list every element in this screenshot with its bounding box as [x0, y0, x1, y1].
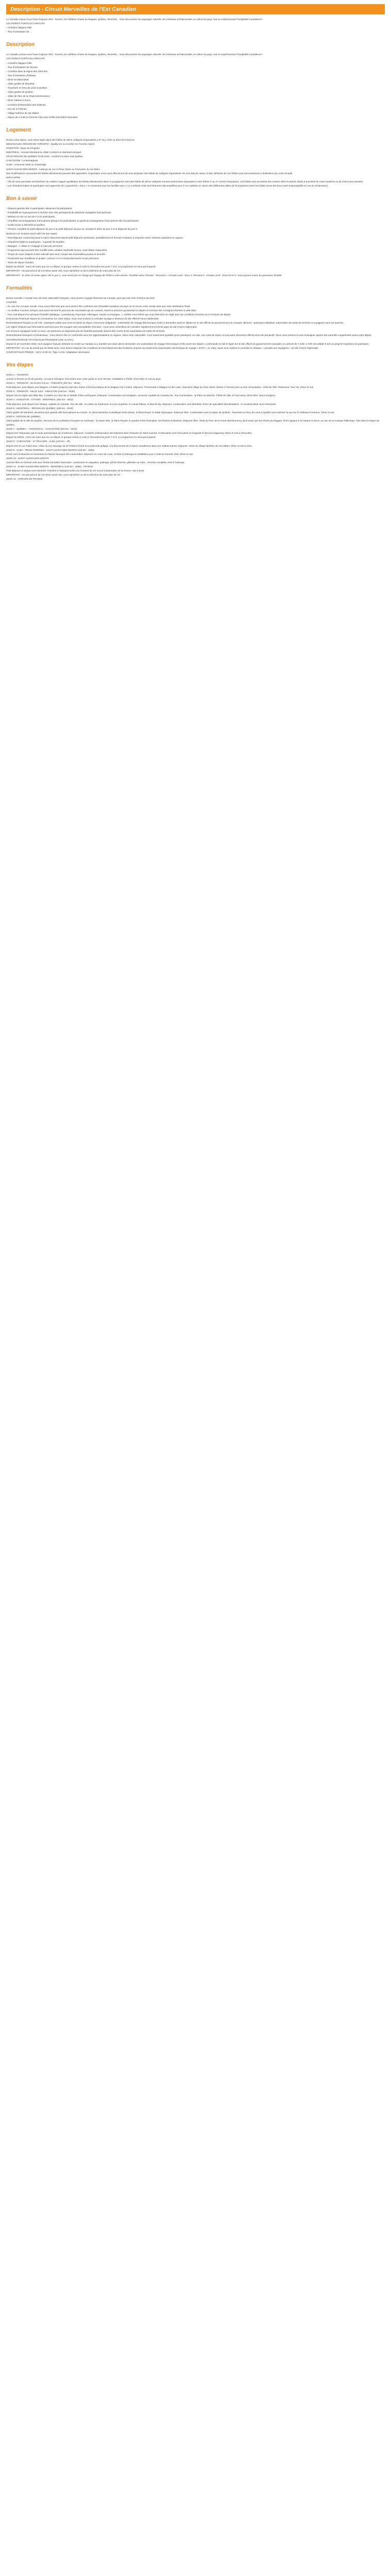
bon-paragraph: - Départs garantis dès 2 participants. Maximum 53 participants.	[6, 207, 73, 210]
etapes-paragraph: Journée libre en formule club avec forfait d'activités hivernales : randonnée en raquettes, patinage, pêche blanche, glissade sur tube... Pension complète. Nuit à l'auberge.	[6, 461, 185, 464]
etapes-paragraph: JOUR 2 : TORONTO - NIAGARA FALLS - TORONTO (257 km - 3h44)	[6, 382, 80, 385]
etapes-paragraph: Route vers la Mauricie en traversant la réserve faunique des Laurentides. Déjeuner en cours de route. Arrivée à l'auberge et installation pour 2 nuits en formule Club. Dîner et nuit.	[6, 452, 193, 455]
description-paragraph: - Tour d'orientation de Toronto	[6, 65, 38, 69]
form-paragraph: Concernant l'éventuel impact du Coronavirus sur votre séjour, nous vous invitons à consulter la page ci-dessous du site officiel France Diplomatie.	[6, 317, 159, 320]
description-paragraph: - Visite guidée de Montréal	[6, 82, 35, 86]
form-paragraph: Depuis le 10 novembre 2016, tout voyageur français désirant se rendre au Canada ou y transiter par avion devra demander une autorisation de voyage électronique (AVE) avant son départ. La demande se fait en ligne sur le site officiel du gouvernement canadien, le coût est de 7 CAD. L'AVE est valable 5 ans ou jusqu'à l'expiration du passeport.	[6, 342, 369, 345]
content	[0, 14, 391, 481]
description-paragraph: - Traversée en ferry de Lévis à Québec	[6, 87, 47, 90]
etapes-paragraph: Visite guidée de Montréal, deuxième plus grande ville francophone au monde : le Vieux-Montréal, la Basilique Notre-Dame, le Mont-Royal, le Stade Olympique. Déjeuner libre. Continuation vers la région de Québec. Traversée en ferry de Lévis à Québec pour admirer la vue sur le Château Frontenac. Dîner et nuit.	[6, 411, 335, 414]
etapes-paragraph: Départ du 5/8/25 : merci de noter que sur ce départ, le groupe restera 2 nuits à Chicoutimi les jours 7 et 8. Le programme ne sera pas impacté.	[6, 436, 156, 439]
etapes-paragraph: JOUR 3 : TORONTO - MILLE ILES - KINGSTON (316 km - 3h30)	[6, 390, 75, 393]
bon-paragraph: - Possibilité de regroupement à l'arrivée avec des participants de plusieurs voyagistes francophones.	[6, 211, 112, 214]
description-paragraph: - Visite guidée de Québec	[6, 91, 34, 94]
description-paragraph: - Tour d'orientation d'Ottawa	[6, 74, 36, 77]
logement-paragraph: MISSISSAUGA RÉGION DE TORONTO : Quality Inn ou Comfort Inn Toronto Airport	[6, 142, 94, 145]
bon-a-savoir-heading: Bon à savoir	[6, 196, 38, 201]
etapes-paragraph: Arrivée à Toronto en fin de journée. Accueil à l'aéroport. Rencontre avec votre guide et vol à Toronto. Installation à l'hôtel. Dîner libre et nuit au pays.	[6, 378, 161, 380]
bon-a-savoir-section	[6, 207, 385, 278]
logement-paragraph: MONTRÉAL : Novotel Montréal ou Hôtel Comfort Inn Montréal Aéroport	[6, 151, 82, 154]
description-paragraph: - Croisière Niagara Falls	[6, 61, 32, 64]
bon-paragraph: - Chauffeur-accompagnateur francophone (jusqu'à 22 participants) ou guide-accompagnateur francophone dès 23 participants.	[6, 219, 139, 223]
logement-paragraph: INFO HOTEL :	[6, 176, 22, 179]
form-paragraph: IMPORTANT : En cas de transit par les Etats-Unis, vous devez respecter les conditions de franchissement des frontières propres aux Etats-Unis (autorisation électronique de voyage « ESTA » ou Visa). Nous vous invitons à consulter la rubrique « conseils aux voyageurs » du site France Diplomatie.	[6, 346, 319, 349]
bon-paragraph: - Pension complète du petit-déjeuner du jour 2 au petit déjeuner du jour 11, excepté le dîner du jour 3 et le déjeuner du jour 6.	[6, 228, 138, 231]
form-paragraph: - Au meilleur moment, lorsque vous aurez terminé le parcours de vaccination qui lui convient. Nous ne pouvons qu'autoriser le départ en fonction des consignes d'entrée à cette date.	[6, 309, 197, 312]
form-paragraph: COURANT ELECTRIQUE : 120 V et 60 Hz. Type A et B. Adaptateur nécessaire.	[6, 350, 90, 353]
page-title: Description - Circuit Merveilles de l'Est Canadien	[6, 4, 385, 14]
form-paragraph: A NOTER	[6, 300, 17, 303]
formalites-section	[6, 296, 385, 354]
etapes-paragraph: JOUR 11 : SAINT-ALEXIS-DES-MONTS - MONTRÉAL (140 km - 1h55) - FRANCE	[6, 465, 93, 468]
bon-paragraph: - Temps de route indiqués à titre indicatif sans tenir compte des éventuelles pauses et du trafic.	[6, 253, 106, 256]
form-paragraph: - Pour tout départ d'un aéroport frontalier (Belgique, Luxembourg, Pays-Bas, Allemagne, Suisse ou Espagne...), vérifiez vous même que vous êtes bien en règle avec les conditions d'entrée sur le territoire de départ.	[6, 313, 231, 316]
etapes-paragraph: JOUR 12 : ARRIVÉE EN FRANCE	[6, 478, 43, 481]
description-paragraph: - Croisière dans la région des 1000 Iles	[6, 70, 47, 73]
description-paragraph: - Village fantôme de Val Jalbert	[6, 111, 39, 114]
logement-paragraph: Durant votre séjour, vous serez logés dans des hôtels de 3ème catégorie (équivalents à 3* NL), chez ou dans les environs.	[6, 138, 135, 141]
etapes-paragraph: Petit déjeuner et départ vers Montréal. Transfert à l'aéroport selon vos horaires de vol. Envol à destination de la France. Nuit à bord.	[6, 469, 145, 472]
logement-section	[6, 138, 385, 188]
logement-paragraph: - Afin de vous permettre de bénéficier du meilleur rapport qualité/prix les hôtels sélectionnés dans ce programme sont des hôtels de 3ème catégorie normes américaines (équivalent à des hôtels 2* ou 3* normes françaises). Les hôtels sont excentrés des centres villes et parfois situés à proximité de voies routières ou de zones plus animées.	[6, 180, 364, 183]
description-paragraph: - Zoo de St Félicien	[6, 107, 27, 110]
bon-paragraph: - Bagages : 1 valise et 1 bagage à main par personne.	[6, 244, 63, 247]
intro-paragraph: - Croisière Niagara Falls	[6, 26, 32, 29]
description-paragraph: - Visite de Parc de la Chute Montmorency	[6, 95, 50, 98]
etapes-paragraph: Départ vers la région des Mille-Îles. Croisière au cœur de ce dédale d'îlots verdoyants. Déjeuner. Continuation vers Kingston, ancienne capitale du Canada-Uni. Tour d'orientation : la Place du Marché, l'Hôtel de Ville, le Fort Henry. Dîner libre. Nuit à Kingston.	[6, 394, 276, 397]
etapes-heading: Vos étapes	[6, 362, 34, 368]
etapes-paragraph: Petit déjeuner, puis départ vers Niagara. Croisière jusqu'au pied des chutes à bord du bateau de la Niagara City Cruises. Déjeuner. Promenade à Niagara-on-the-Lake, charmant village du XIXe siècle. Retour à Toronto pour un tour d'orientation : Hôtel de Ville, Parlement, Tour CN. Dîner et nuit.	[6, 386, 314, 389]
bon-paragraph: - Taxes de séjour incluses.	[6, 261, 35, 264]
form-paragraph: - En cas d'un vol avec escale, nous vous informons que vous devrez être conforme aux formalités sanitaires du pays où se trouve votre escale ainsi que votre destination finale.	[6, 304, 191, 308]
description-paragraph: - Diner Smoked Meat	[6, 78, 29, 81]
etapes-paragraph: JOUR 6 : RÉGION DE QUÉBEC	[6, 415, 41, 418]
etapes-paragraph: Visite guidée de la ville de Québec, berceau de la civilisation française en Amérique : la Haute-Ville, la Place Royale, le quartier Petit-Champlain, les Plaines d'Abraham. Déjeuner libre. Visite du Parc de la Chute Montmorency, plus haute que les chutes du Niagara. Dîner typique à la Cabane à Sucre, au son de la musique folklorique. Nuit dans la région de Québec.	[6, 419, 380, 427]
description-paragraph: Le Canada comme vous l'avez toujours rêvé : Toronto, les célèbres chutes du Niagara, Québec, Montréal... Vous découvrirez les paysages naturels, les richesses architecturales, la culture du pays, tout en expérimentant l'hospitalité canadienne !	[6, 53, 263, 56]
etapes-paragraph: JOUR 8 : CHICOUTIMI - ST FÉLICIEN - ALMA (132 km - 3h)	[6, 440, 70, 443]
form-paragraph: Les mineurs voyageant seuls ou avec une personne ne disposant pas de l'autorité parentale doivent être munis d'une autorisation de sortie de territoire.	[6, 330, 166, 333]
etapes-paragraph: JOUR 4 : KINGSTON - OTTAWA - MONTRÉAL (354 km - 4h12)	[6, 398, 74, 401]
etapes-paragraph: IMPORTANT : Ne pas prévoir de vol retour avant 15h, vous rejoindrez un de la sélection de votre plan de vol.	[6, 473, 121, 477]
form-paragraph: Les règles relatives aux informations prévues pour les voyages sont susceptibles d'évoluer ; nous vous conseillons de consulter régulièrement la fiche pays du site France Diplomatie.	[6, 326, 198, 329]
etapes-paragraph: Départ vers Tadoussac par la route panoramique de Charlevoix. Déjeuner. Croisière d'observation des baleines dans l'estuaire du Saint-Laurent. Continuation vers Chicoutimi en longeant le fjord du Saguenay. Dîner et nuit à Chicoutimi.	[6, 432, 253, 435]
form-paragraph: Bonne nouvelle ! Compte tenu de votre nationalité française, vous pouvez voyager librement au Canada, quel que soit votre schéma vaccinal.	[6, 296, 155, 299]
logement-heading: Logement	[6, 127, 31, 133]
form-paragraph: AUTORISATION DE VOYAGE ELECTRONIQUE (AVE ou ETA) :	[6, 338, 74, 341]
logement-paragraph: KINGSTON : Days Inn Kingston	[6, 147, 40, 150]
form-paragraph: Ressortissants français ou de l'UE : passeport valide pour toute la durée du séjour. Document obligatoire : Autorisation de Voyage Électronique (AVE) à demander avant le départ sur le site officiel du gouvernement du Canada. Mineurs : passeport individuel, autorisation de sortie de territoire si voyageant sans ses parents.	[6, 321, 344, 325]
form-paragraph: Ressortissants étrangers et binationaux : Vous devrez être en conformité avec les réglementations en vigueur, selon votre nationalité. Il est notamment possible qu'un passeport, un visa, une carte de séjour ou tout autre document officiel vous soit demandé. Nous vous invitons à vous renseigner auprès des autorités compétentes avant votre départ.	[6, 334, 372, 337]
bon-paragraph: Boissons non incluses (sauf café lors des repas).	[6, 232, 58, 235]
description-paragraph: - Diner cabane à Sucre	[6, 99, 31, 102]
logement-paragraph: Des modifications concernant les hôtels sélectionnés peuvent être apportées. Cependant, nous nous efforcerons de vous proposer des hôtels de catégorie équivalente. En tout état de cause, la liste définitive de vos hôtels vous sera transmise à destination par votre réceptif.	[6, 172, 293, 175]
intro-paragraph: LES POINTS FORTS DU CIRCUITS	[6, 22, 45, 25]
description-paragraph: - Séjour de 2 nuits en formule Club avec forfait d'activités hivernales	[6, 115, 78, 118]
etapes-paragraph: JOUR 1 : TORONTO	[6, 373, 28, 376]
intro-paragraph: Le Canada comme vous l'avez toujours rêvé : Toronto, les célèbres chutes du Niagara, Québec, Montréal... Vous découvrirez les paysages naturels, les richesses architecturales, la culture du pays, tout en expérimentant l'hospitalité canadienne !	[6, 18, 263, 21]
logement-paragraph: SAINT-ALEXIS-DES-MONTS : Auberge du Lac et l'Eau Claire ou Pourvoirie du Lac Blanc	[6, 167, 100, 171]
description-section	[6, 53, 385, 120]
bon-paragraph: Départ du 5/8/25 : merci de noter que sur ce départ, le groupe restera 2 nuits à Chicoutimi les jours 7 et 8. Le programme ne sera pas impacté.	[6, 265, 156, 268]
bon-paragraph: IMPORTANT : Ne pas prévoir de vol retour avant 15h, vous rejoindrez un de la sélection de votre plan de vol.	[6, 269, 121, 273]
intro-paragraph: - Tour d'orientation de ...	[6, 30, 32, 33]
logement-paragraph: ALMA : Universel Hotel ou Travelodge	[6, 163, 46, 166]
description-heading: Description	[6, 42, 35, 48]
bon-paragraph: - Minibus ou van ou 4x4 de 2 à 22 participants.	[6, 215, 56, 218]
etapes-paragraph: JOUR 5 : MONTRÉAL - RÉGION DE QUÉBEC (265 km - 2h40)	[6, 406, 73, 410]
bon-paragraph: IMPORTANT : Si votre vol arrive après 13h le jour 1, vous serez pris en charge par l'équipe de l'hôtel à votre arrivée. Transfert selon l'horaire : Terminal 1 - Arrivals Level - Door 4, Terminal 3 - Arrivals Level - Doors B or G. Vous pouvez suivre les panneaux 'Shuttle'.	[6, 274, 283, 277]
etapes-paragraph: Petit déjeuner, puis départ vers Ottawa, capitale du Canada. Tour de ville : la colline du Parlement, la Cour Suprême, le Canal Rideau, le Marché By. Déjeuner. Continuation vers Montréal. Dîner de spécialités Montréalaises : le Smoked Meat. Nuit à Montréal.	[6, 402, 276, 405]
bon-paragraph: - Programme type pouvant être modifié selon certains impératifs locaux, mais visites respectées.	[6, 248, 108, 251]
description-paragraph: LES POINTS FORTS DU CIRCUITS	[6, 57, 45, 60]
etapes-paragraph: JOUR 7 : QUÉBEC - TADOUSSAC - CHICOUTIMI (329 km - 5h10)	[6, 428, 77, 431]
etapes-paragraph: Départ vers le Lac Saint-Jean. Visite du zoo sauvage de St Félicien à bord d'un petit train grillagé, à la découverte de la faune canadienne dans son habitat naturel. Déjeuner. Visite du village fantôme de Val Jalbert. Dîner et nuit à Alma.	[6, 444, 253, 447]
etapes-section	[6, 373, 385, 481]
logement-paragraph: CHICOUTIMI : La Montagnais	[6, 159, 38, 162]
intro-section	[6, 18, 385, 34]
etapes-paragraph: JOUR 10 : SAINT-ALEXIS-DES-MONTS	[6, 456, 49, 460]
description-paragraph: - Croisière d'observation des baleines	[6, 103, 46, 106]
etapes-paragraph: JOUR 9 : ALMA - TROIS RIVIÈRES - SAINT-ALEXIS-DES-MONTS (443 km - 4h50)	[6, 448, 94, 451]
bon-paragraph: - Pourboires aux chauffeurs et guides : prévoir 4 à 5 CAD/jour/personne et par personne.	[6, 257, 100, 260]
bon-paragraph: - Guide locaux à Montréal et Québec.	[6, 224, 46, 227]
bon-paragraph: - Chambres triples et quadruples : 2 grands lits doubles.	[6, 240, 65, 243]
logement-paragraph: - Les chambres triples et quadruples sont agencées de 2 grands lits « doux » et convenant pour les familles avec 1 ou 2 enfants mais sont fortement déconseillées pour 3 ou 4 adultes en raison des différentes tailles de lit proposées selon les hôtels (sous des lieux toute responsabilité en cas de réclamation).	[6, 184, 329, 187]
bon-paragraph: - Petit-déjeuner continental (sauf à Saint-Alexis-Des-Monts petit déjeuner américain), possiblement en formule Grab&Go à emporter selon mesures sanitaires en vigueur.	[6, 236, 184, 239]
logement-paragraph: LÉVIS RÉGION DE QUÉBEC RIVE SUD : Comfort Inn Rive Sud Québec	[6, 155, 83, 158]
formalites-heading: Formalités	[6, 285, 32, 291]
